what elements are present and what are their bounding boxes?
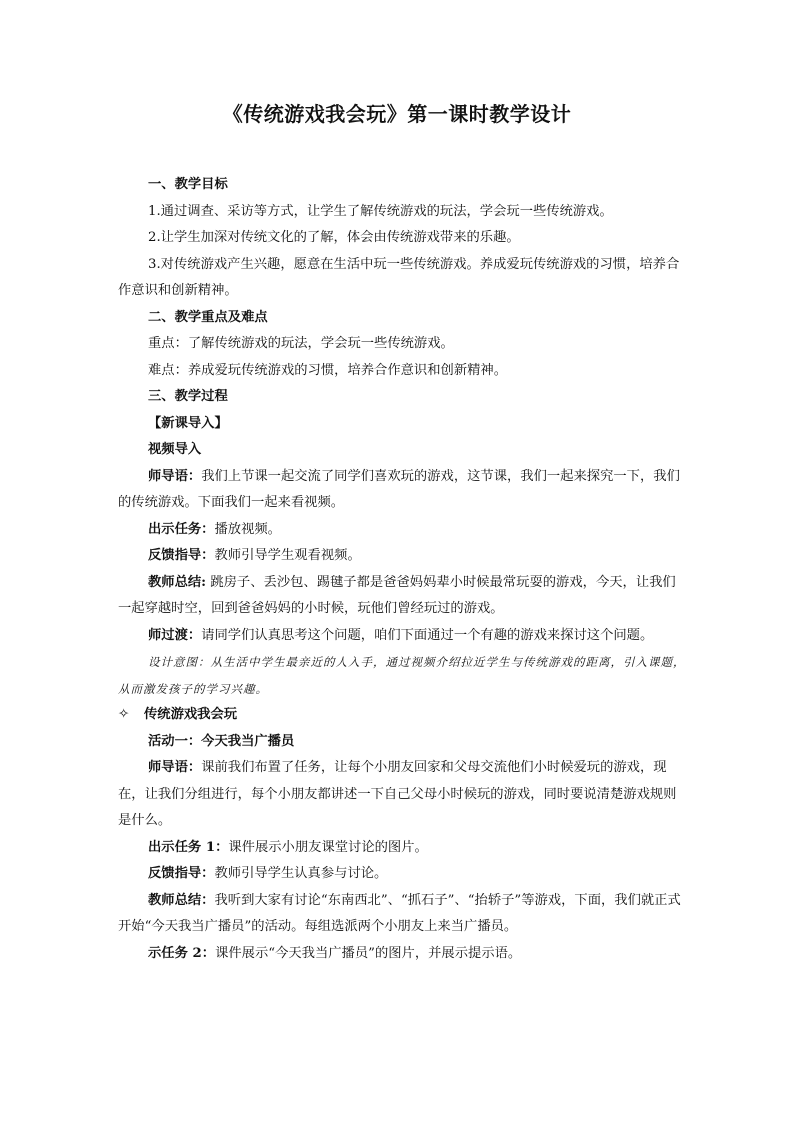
paragraph-show-task-1 bbox=[118, 835, 688, 862]
paragraph-text: 我们上节课一起交流了同学们喜欢玩的游戏，这节课，我们一起来探究一下，我们的传统游戏。下面我们一起来看视频。 bbox=[118, 468, 680, 510]
paragraph-text: 教师引导学生观看视频。 bbox=[214, 548, 361, 563]
label: 师过渡： bbox=[148, 627, 202, 643]
paragraph-text: 课件展示小朋友课堂讨论的图片。 bbox=[228, 839, 428, 855]
paragraph-text: 播放视频。 bbox=[214, 521, 281, 537]
section-heading-process: 三、教学过程 bbox=[148, 389, 228, 404]
paragraph-text: 课前我们布置了任务，让每个小朋友回家和父母交流他们小时候爱玩的游戏，现在，让我们分组进行，每个小朋友都讲述一下自己父母小时候玩的游戏，同时要说清楚游戏规则是什么。 bbox=[118, 760, 677, 828]
paragraph-show-task bbox=[118, 517, 688, 544]
label: 出示任务 1： bbox=[148, 839, 229, 855]
diamond-bullet-icon: ✧ bbox=[118, 707, 130, 722]
paragraph-text: 跳房子、丢沙包、踢毽子都是爸爸妈妈辈小时候最常玩耍的游戏，今天，让我们一起穿越时空，回到爸爸妈妈的小时候，玩他们曾经玩过的游戏。 bbox=[118, 574, 676, 616]
label: 示任务 2： bbox=[148, 945, 216, 961]
paragraph-teacher-summary-2 bbox=[118, 888, 688, 941]
paragraph-teacher-summary bbox=[118, 570, 688, 623]
paragraph-show-task-2 bbox=[118, 941, 688, 968]
subheading-new-lesson: 【新课导入】 bbox=[148, 415, 228, 431]
paragraph-text: 课件展示“今天我当广播员”的图片，并展示提示语。 bbox=[215, 945, 522, 961]
section-title-traditional-games bbox=[118, 702, 688, 729]
subheading-video-intro: 视频导入 bbox=[148, 442, 202, 457]
section-heading-goals: 一、教学目标 bbox=[148, 177, 228, 192]
paragraph-text: 我听到大家有讨论“东南西北”、“抓石子”、“抬轿子”等游戏，下面，我们就正式开始“今天我当广播员”的活动。每组选派两个小朋友上来当广播员。 bbox=[118, 892, 681, 934]
label: 出示任务： bbox=[148, 521, 215, 537]
label: 教师总结： bbox=[148, 892, 215, 908]
label: 师导语： bbox=[148, 760, 202, 775]
paragraph-text: 请同学们认真思考这个问题，咱们下面通过一个有趣的游戏来探讨这个问题。 bbox=[201, 627, 654, 643]
paragraph-text: 教师引导学生认真参与讨论。 bbox=[214, 866, 388, 881]
label: 教师总结: bbox=[148, 574, 207, 590]
document-body bbox=[118, 172, 688, 967]
goal-item-2: 2.让学生加深对传统文化的了解，体会由传统游戏带来的乐趣。 bbox=[148, 230, 520, 245]
difficult-point: 难点：养成爱玩传统游戏的习惯，培养合作意识和创新精神。 bbox=[148, 362, 508, 378]
paragraph-teacher-intro-2 bbox=[118, 755, 688, 835]
goal-item-1: 1.通过调查、采访等方式，让学生了解传统游戏的玩法，学会玩一些传统游戏。 bbox=[148, 203, 613, 219]
paragraph-feedback-2 bbox=[118, 861, 688, 888]
key-point: 重点：了解传统游戏的玩法，学会玩一些传统游戏。 bbox=[148, 336, 454, 351]
section-heading-key-points: 二、教学重点及难点 bbox=[148, 309, 268, 325]
label: 反馈指导： bbox=[148, 866, 215, 881]
paragraph-teacher-transition bbox=[118, 623, 688, 650]
label: 师导语： bbox=[148, 468, 202, 484]
goal-item-3: 3.对传统游戏产生兴趣，愿意在生活中玩一些传统游戏。养成爱玩传统游戏的习惯，培养合作意识和创新精神。 bbox=[118, 256, 680, 298]
page-title: 《传统游戏我会玩》第一课时教学设计 bbox=[222, 102, 572, 126]
paragraph-feedback bbox=[118, 543, 688, 570]
label: 反馈指导： bbox=[148, 548, 215, 563]
section-title-text: 传统游戏我会玩 bbox=[144, 707, 238, 722]
activity-one-heading: 活动一：今天我当广播员 bbox=[148, 733, 295, 749]
paragraph-teacher-intro bbox=[118, 464, 688, 517]
design-intent-note: 设计意图：从生活中学生最亲近的人入手，通过视频介绍拉近学生与传统游戏的距离，引入课题，从而激发孩子的学习兴趣。 bbox=[118, 655, 686, 696]
